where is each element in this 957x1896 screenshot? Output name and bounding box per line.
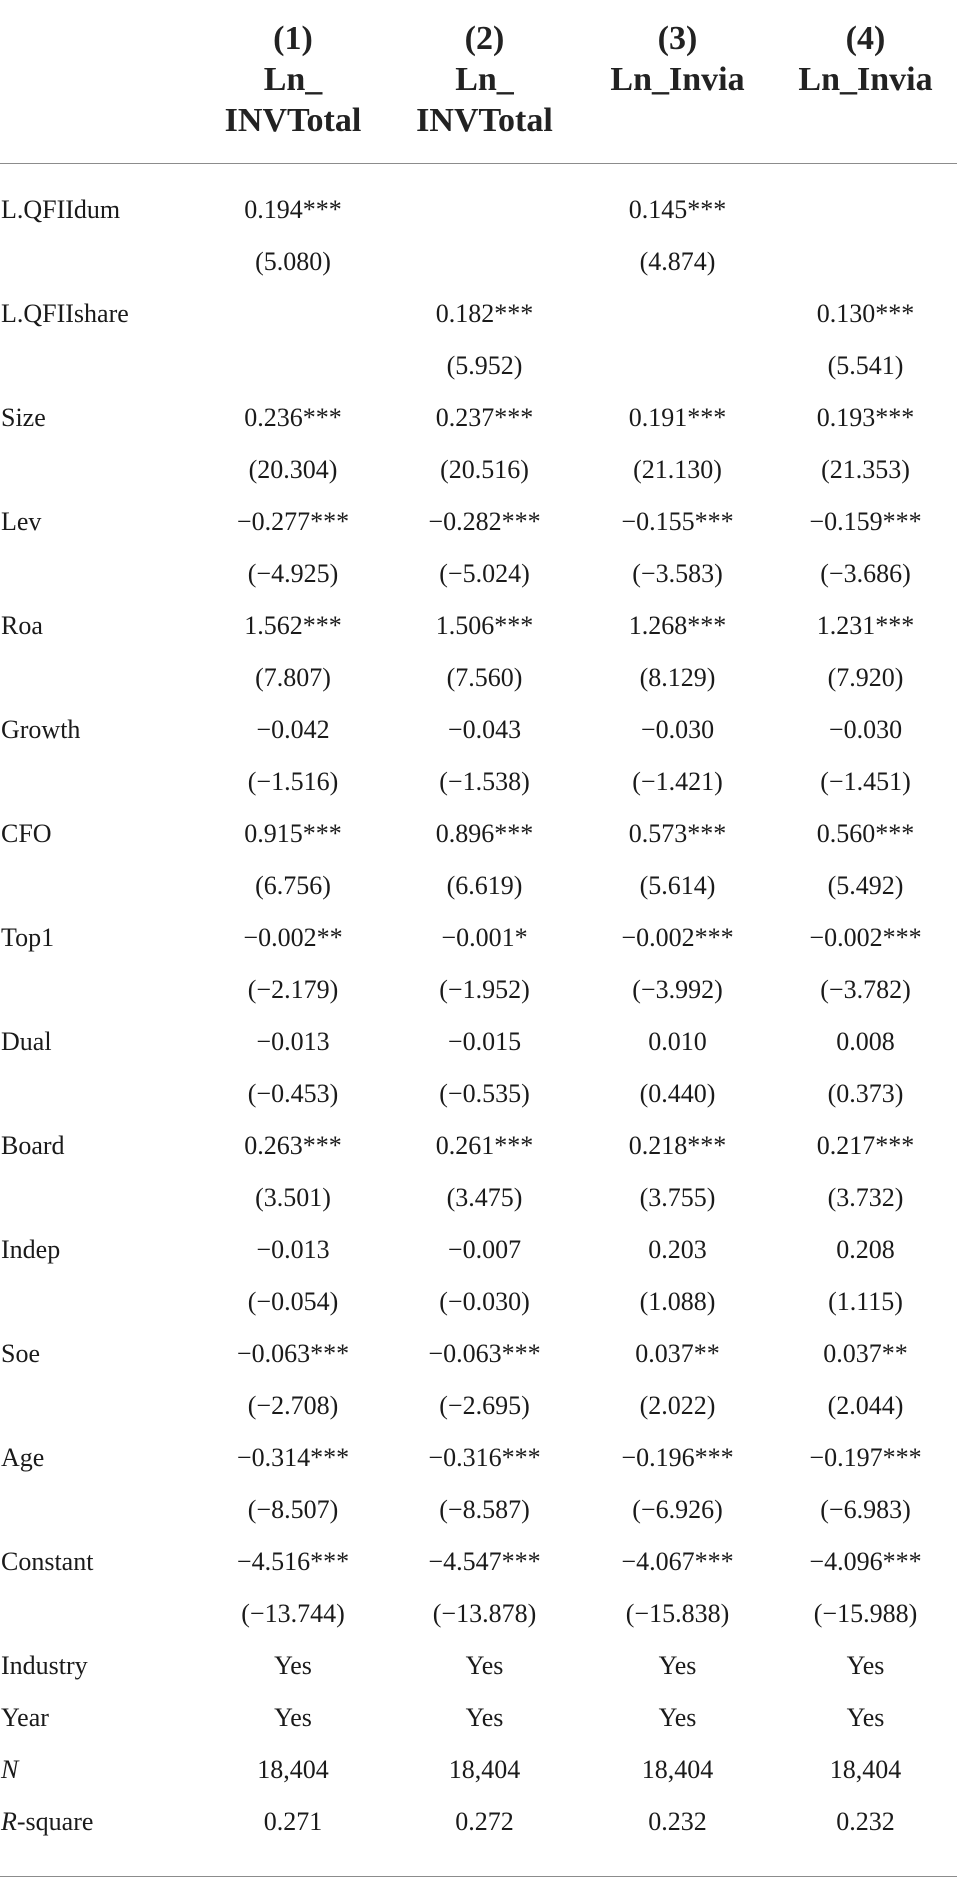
coefficient-cell: 0.008	[836, 1027, 895, 1056]
t-statistic-cell: (3.501)	[255, 1183, 331, 1212]
t-statistic-cell: (7.920)	[827, 663, 904, 692]
coefficient-row	[0, 392, 957, 444]
coefficient-row	[0, 1536, 957, 1588]
t-statistic-cell: (−0.054)	[247, 1287, 339, 1316]
coefficient-cell: −0.002***	[809, 923, 922, 952]
footer-value-cell: Yes	[274, 1651, 312, 1680]
t-statistic-cell: (−6.983)	[820, 1495, 911, 1524]
variable-name-empty	[0, 444, 198, 496]
variable-name-empty	[0, 1068, 198, 1120]
variable-name: Soe	[1, 1339, 40, 1368]
footer-value-cell: 18,404	[829, 1755, 902, 1784]
t-statistic-cell: (−2.179)	[247, 975, 339, 1004]
coefficient-cell: 0.203	[648, 1235, 707, 1264]
column-label: Ln_Invia	[610, 61, 745, 98]
coefficient-row	[0, 600, 957, 652]
coefficient-row	[0, 912, 957, 964]
variable-name: Roa	[1, 611, 43, 640]
t-statistic-cell: (−15.988)	[813, 1599, 918, 1628]
t-statistic-row	[0, 652, 957, 704]
footer-row	[0, 1692, 957, 1744]
coefficient-cell: −0.030	[828, 715, 903, 744]
t-statistic-cell	[774, 236, 957, 288]
footer-value-cell: 0.232	[836, 1807, 895, 1836]
t-statistic-cell: (21.130)	[633, 455, 722, 484]
t-statistic-cell: (7.560)	[446, 663, 523, 692]
coefficient-row	[0, 496, 957, 548]
t-statistic-cell: (20.304)	[248, 455, 338, 484]
coefficient-row	[0, 1016, 957, 1068]
footer-value-cell: Yes	[846, 1651, 885, 1680]
t-statistic-cell: (8.129)	[639, 663, 716, 692]
t-statistic-cell: (−6.926)	[632, 1495, 723, 1524]
t-statistic-cell: (2.022)	[639, 1391, 716, 1420]
coefficient-cell: 0.193***	[816, 403, 915, 432]
variable-name: Top1	[1, 923, 55, 952]
column-label: Ln_ INVTotal	[224, 61, 362, 139]
coefficient-cell: 0.130***	[816, 299, 915, 328]
t-statistic-cell: (0.440)	[639, 1079, 716, 1108]
coefficient-cell: 0.182***	[435, 299, 534, 328]
coefficient-cell: 0.037**	[635, 1339, 720, 1368]
footer-variable-italic: N	[1, 1755, 19, 1784]
coefficient-cell: −0.159***	[809, 507, 922, 536]
t-statistic-cell: (−3.583)	[632, 559, 723, 588]
column-number: (1)	[273, 20, 313, 57]
footer-row	[0, 1640, 957, 1692]
coefficient-row	[0, 704, 957, 756]
coefficient-cell	[774, 164, 957, 237]
t-statistic-cell: (−2.695)	[439, 1391, 530, 1420]
coefficient-cell: −4.067***	[621, 1547, 734, 1576]
t-statistic-cell: (5.080)	[255, 247, 331, 276]
variable-name: Dual	[1, 1027, 52, 1056]
coefficient-cell	[581, 288, 774, 340]
coefficient-row	[0, 1328, 957, 1380]
coefficient-cell: −0.013	[256, 1027, 330, 1056]
variable-name: Board	[1, 1131, 65, 1160]
t-statistic-cell: (6.619)	[446, 871, 523, 900]
coefficient-cell: 1.231***	[816, 611, 915, 640]
coefficient-cell: −0.277***	[236, 507, 350, 536]
variable-name-empty	[0, 1276, 198, 1328]
table-body	[0, 164, 957, 1877]
t-statistic-row	[0, 1276, 957, 1328]
t-statistic-cell: (−5.024)	[439, 559, 530, 588]
coefficient-cell: 0.560***	[816, 819, 915, 848]
footer-variable-italic: R	[1, 1807, 17, 1836]
t-statistic-cell: (5.952)	[446, 351, 523, 380]
variable-name-empty	[0, 964, 198, 1016]
footer-value-cell: 0.232	[648, 1807, 707, 1836]
column-label: Ln_Invia	[798, 61, 933, 98]
t-statistic-cell: (21.353)	[821, 455, 910, 484]
t-statistic-cell: (3.732)	[827, 1183, 904, 1212]
coefficient-cell: −0.063***	[236, 1339, 350, 1368]
coefficient-cell: 0.217***	[816, 1131, 915, 1160]
t-statistic-cell: (−3.686)	[820, 559, 911, 588]
coefficient-cell: 1.562***	[244, 611, 342, 640]
footer-value-cell: 18,404	[641, 1755, 714, 1784]
coefficient-cell	[198, 288, 388, 340]
variable-name-empty	[0, 1588, 198, 1640]
variable-name: Constant	[1, 1547, 94, 1576]
variable-name: Indep	[1, 1235, 61, 1264]
coefficient-cell: 0.896***	[435, 819, 534, 848]
t-statistic-cell: (−2.708)	[247, 1391, 339, 1420]
t-statistic-cell: (1.088)	[639, 1287, 716, 1316]
coefficient-cell: −0.013	[256, 1235, 330, 1264]
column-header	[581, 0, 774, 164]
coefficient-row	[0, 1224, 957, 1276]
footer-variable-name	[0, 1796, 198, 1877]
footer-value-cell: Yes	[465, 1703, 504, 1732]
coefficient-cell: 0.218***	[628, 1131, 727, 1160]
column-label: Ln_ INVTotal	[416, 61, 553, 139]
t-statistic-row	[0, 1380, 957, 1432]
coefficient-cell: −0.316***	[428, 1443, 541, 1472]
t-statistic-row	[0, 236, 957, 288]
variable-name-empty	[0, 1380, 198, 1432]
variable-name-empty	[0, 756, 198, 808]
column-number: (3)	[657, 20, 698, 57]
t-statistic-cell: (−15.838)	[625, 1599, 730, 1628]
coefficient-cell: 0.145***	[628, 195, 727, 224]
t-statistic-row	[0, 860, 957, 912]
t-statistic-cell: (−1.421)	[632, 767, 723, 796]
coefficient-cell: −0.155***	[621, 507, 734, 536]
t-statistic-cell: (5.492)	[827, 871, 904, 900]
t-statistic-cell: (5.541)	[827, 351, 904, 380]
footer-value-cell: 0.272	[455, 1807, 514, 1836]
column-header	[198, 0, 388, 164]
t-statistic-cell	[388, 236, 581, 288]
t-statistic-row	[0, 444, 957, 496]
coefficient-cell: 0.010	[648, 1027, 707, 1056]
variable-name: L.QFIIdum	[1, 195, 121, 224]
t-statistic-cell: (1.115)	[828, 1287, 903, 1316]
variable-name-empty	[0, 236, 198, 288]
coefficient-cell: 0.573***	[628, 819, 727, 848]
coefficient-cell: −0.007	[447, 1235, 522, 1264]
t-statistic-cell: (6.756)	[255, 871, 331, 900]
variable-name: Growth	[1, 715, 81, 744]
coefficient-cell: −0.314***	[236, 1443, 350, 1472]
coefficient-row	[0, 1120, 957, 1172]
t-statistic-cell: (−3.782)	[820, 975, 911, 1004]
column-header	[774, 0, 957, 164]
footer-variable-rest: -square	[16, 1807, 94, 1836]
t-statistic-cell: (20.516)	[440, 455, 529, 484]
t-statistic-row	[0, 548, 957, 600]
t-statistic-row	[0, 340, 957, 392]
coefficient-cell: −0.002***	[621, 923, 734, 952]
footer-value-cell: Yes	[658, 1651, 697, 1680]
t-statistic-cell: (−13.878)	[432, 1599, 537, 1628]
coefficient-cell: 1.268***	[628, 611, 727, 640]
header-stub	[0, 0, 198, 164]
footer-value-cell: 0.271	[263, 1807, 323, 1836]
variable-name: Lev	[1, 507, 42, 536]
coefficient-cell: −4.096***	[809, 1547, 922, 1576]
t-statistic-cell	[581, 340, 774, 392]
coefficient-cell: −0.197***	[809, 1443, 922, 1472]
t-statistic-cell: (5.614)	[639, 871, 716, 900]
footer-value-cell: 18,404	[448, 1755, 521, 1784]
footer-row	[0, 1744, 957, 1796]
footer-variable-name: Year	[1, 1703, 49, 1732]
t-statistic-cell: (2.044)	[827, 1391, 904, 1420]
column-number: (2)	[464, 20, 505, 57]
t-statistic-row	[0, 1068, 957, 1120]
footer-value-cell: Yes	[274, 1703, 312, 1732]
coefficient-cell	[388, 164, 581, 237]
coefficient-cell: −0.043	[447, 715, 522, 744]
footer-value-cell: Yes	[658, 1703, 697, 1732]
t-statistic-cell: (−8.507)	[247, 1495, 339, 1524]
footer-row	[0, 1796, 957, 1877]
t-statistic-cell: (−1.516)	[247, 767, 339, 796]
coefficient-row	[0, 288, 957, 340]
variable-name: Age	[1, 1443, 45, 1472]
coefficient-row	[0, 164, 957, 237]
t-statistic-cell: (−0.453)	[247, 1079, 339, 1108]
coefficient-cell: −4.516***	[236, 1547, 350, 1576]
variable-name-empty	[0, 1172, 198, 1224]
footer-value-cell: Yes	[846, 1703, 885, 1732]
coefficient-cell: −0.030	[640, 715, 715, 744]
coefficient-cell: −0.282***	[428, 507, 541, 536]
coefficient-cell: −0.196***	[621, 1443, 734, 1472]
variable-name-empty	[0, 548, 198, 600]
table-header	[0, 0, 957, 164]
t-statistic-cell: (−8.587)	[439, 1495, 530, 1524]
t-statistic-cell: (−0.030)	[439, 1287, 530, 1316]
t-statistic-cell	[198, 340, 388, 392]
t-statistic-row	[0, 1588, 957, 1640]
variable-name: CFO	[1, 819, 52, 848]
t-statistic-cell: (0.373)	[827, 1079, 904, 1108]
coefficient-cell: 0.915***	[244, 819, 342, 848]
t-statistic-cell: (−3.992)	[632, 975, 723, 1004]
t-statistic-row	[0, 1484, 957, 1536]
t-statistic-cell: (7.807)	[255, 663, 331, 692]
t-statistic-cell: (−1.952)	[439, 975, 530, 1004]
variable-name: L.QFIIshare	[1, 299, 129, 328]
coefficient-cell: 0.261***	[435, 1131, 534, 1160]
variable-name: Size	[1, 403, 46, 432]
coefficient-cell: 0.263***	[244, 1131, 342, 1160]
variable-name-empty	[0, 1484, 198, 1536]
coefficient-cell: −0.002**	[243, 923, 343, 952]
t-statistic-cell: (−1.538)	[439, 767, 530, 796]
t-statistic-row	[0, 1172, 957, 1224]
t-statistic-cell: (3.755)	[639, 1183, 716, 1212]
coefficient-cell: 0.208	[836, 1235, 895, 1264]
column-header	[388, 0, 581, 164]
coefficient-cell: 1.506***	[435, 611, 534, 640]
coefficient-cell: −0.042	[256, 715, 330, 744]
t-statistic-cell: (4.874)	[639, 247, 716, 276]
header-row	[0, 0, 957, 164]
column-number: (4)	[845, 20, 886, 57]
t-statistic-row	[0, 756, 957, 808]
coefficient-row	[0, 808, 957, 860]
coefficient-cell: 0.037**	[823, 1339, 908, 1368]
t-statistic-cell: (−1.451)	[820, 767, 911, 796]
variable-name-empty	[0, 860, 198, 912]
footer-value-cell: Yes	[465, 1651, 504, 1680]
coefficient-cell: 0.236***	[244, 403, 342, 432]
t-statistic-cell: (−0.535)	[439, 1079, 530, 1108]
coefficient-cell: 0.237***	[435, 403, 534, 432]
coefficient-cell: −4.547***	[428, 1547, 541, 1576]
t-statistic-cell: (−13.744)	[241, 1599, 345, 1628]
t-statistic-cell: (−4.925)	[247, 559, 339, 588]
coefficient-cell: −0.015	[447, 1027, 522, 1056]
footer-variable-name: Industry	[1, 1651, 88, 1680]
t-statistic-row	[0, 964, 957, 1016]
footer-variable-name	[0, 1744, 198, 1796]
coefficient-cell: −0.001*	[441, 923, 528, 952]
coefficient-cell: 0.194***	[244, 195, 342, 224]
footer-value-cell: 18,404	[257, 1755, 329, 1784]
t-statistic-cell: (3.475)	[446, 1183, 523, 1212]
coefficient-row	[0, 1432, 957, 1484]
coefficient-cell: 0.191***	[628, 403, 727, 432]
variable-name-empty	[0, 340, 198, 392]
variable-name-empty	[0, 652, 198, 704]
coefficient-cell: −0.063***	[428, 1339, 541, 1368]
